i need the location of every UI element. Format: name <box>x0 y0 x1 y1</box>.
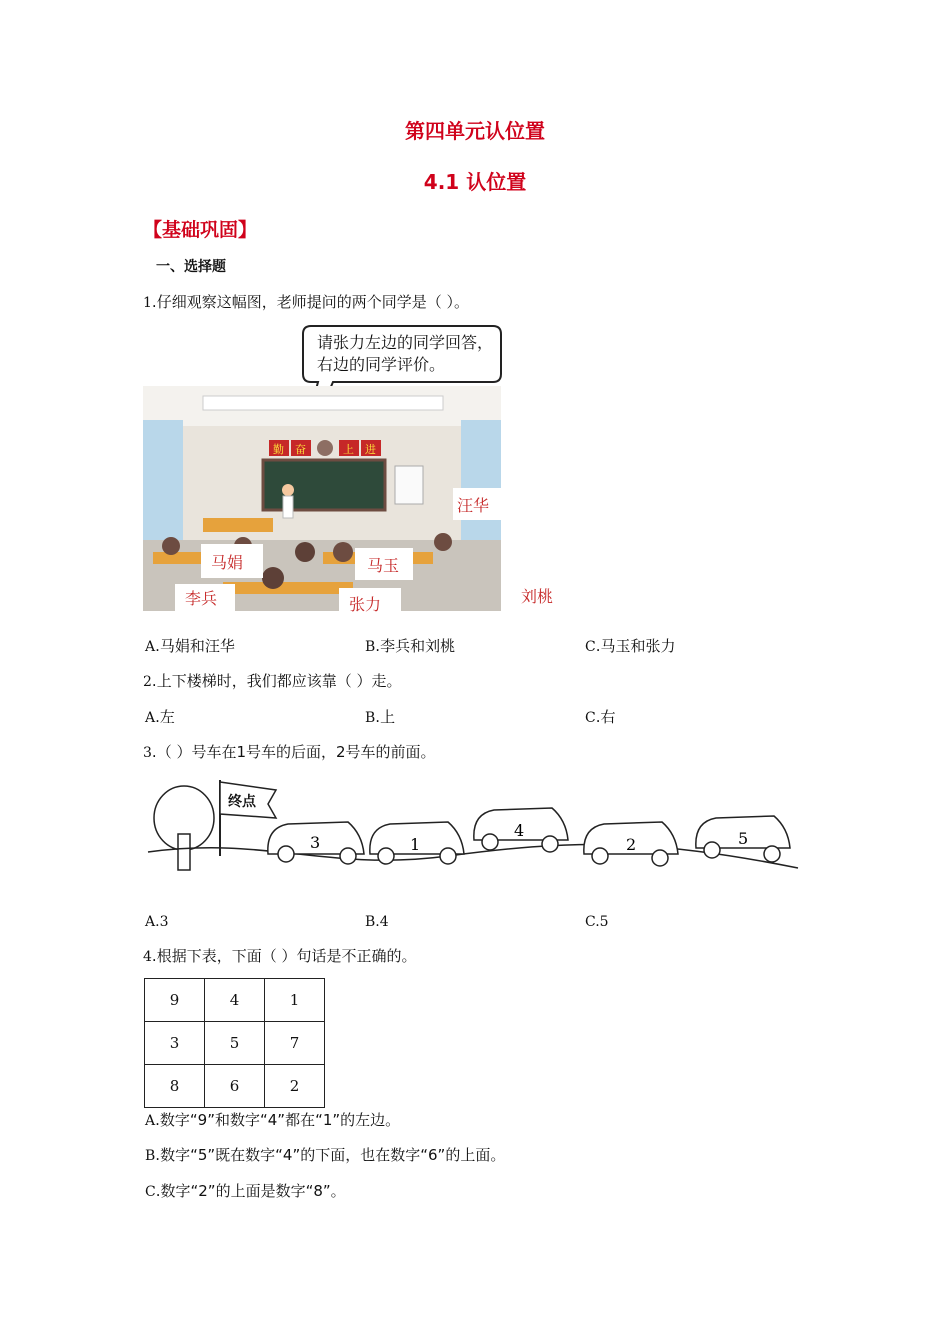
option-letter: A <box>145 914 156 930</box>
option-letter: A <box>145 710 156 726</box>
name-label: 马娟 <box>211 553 244 572</box>
option-c[interactable] <box>145 1180 346 1201</box>
speech-line-2: 右边的同学评价。 <box>317 355 446 374</box>
car <box>268 822 364 864</box>
option-a[interactable] <box>145 635 235 656</box>
classroom-illustration <box>143 320 563 615</box>
table-cell: 9 <box>145 979 205 1022</box>
question-text: .上下楼梯时，我们都应该靠（ ）走。 <box>151 672 402 690</box>
question-text: .仔细观察这幅图，老师提问的两个同学是（ ）。 <box>151 293 469 311</box>
option-text: .马娟和汪华 <box>155 637 235 655</box>
lesson-title: 4.1 认位置 <box>423 170 527 194</box>
table-cell: 5 <box>205 1022 265 1065</box>
option-a[interactable] <box>145 912 168 930</box>
option-text: .右 <box>595 708 616 726</box>
car <box>584 822 678 866</box>
option-letter: B <box>365 710 376 726</box>
name-label: 汪华 <box>457 496 490 515</box>
speech-line-1: 请张力左边的同学回答， <box>317 333 494 352</box>
car-number: 2 <box>626 835 637 854</box>
name-label: 马玉 <box>367 556 400 575</box>
option-b[interactable] <box>365 912 389 930</box>
car-number: 3 <box>310 833 321 852</box>
table-cell: 2 <box>265 1065 325 1108</box>
question-4 <box>143 945 416 966</box>
option-c[interactable] <box>585 706 616 727</box>
question-3 <box>143 741 436 762</box>
option-a[interactable] <box>145 1109 400 1130</box>
option-text: .3 <box>155 914 169 930</box>
table-row <box>145 1065 325 1108</box>
unit-title: 第四单元认位置 <box>405 119 545 143</box>
option-letter: C <box>585 639 596 655</box>
question-text: .（ ）号车在1号车的后面，2号车的前面。 <box>151 743 436 761</box>
option-text: .数字“2”的上面是数字“8”。 <box>155 1182 346 1200</box>
banner-char: 上 <box>343 443 354 456</box>
table-cell: 8 <box>145 1065 205 1108</box>
car <box>370 822 464 864</box>
question-2 <box>143 670 401 691</box>
option-letter: C <box>585 710 596 726</box>
option-text: .李兵和刘桃 <box>375 637 456 655</box>
option-letter: A <box>145 639 156 655</box>
option-text: .4 <box>375 914 389 930</box>
option-c[interactable] <box>585 635 676 656</box>
banner-char: 奋 <box>295 443 306 456</box>
option-b[interactable] <box>365 635 455 656</box>
table-cell: 1 <box>265 979 325 1022</box>
question-number: 4 <box>143 949 152 965</box>
car-number: 4 <box>514 821 525 840</box>
question-number: 2 <box>143 674 152 690</box>
option-letter: C <box>585 914 596 930</box>
question-1 <box>143 291 469 312</box>
name-label: 张力 <box>349 595 382 614</box>
section-subtitle: 一、选择题 <box>156 259 226 275</box>
option-text: .数字“9”和数字“4”都在“1”的左边。 <box>155 1111 401 1129</box>
option-letter: B <box>145 1148 156 1164</box>
car-number: 1 <box>410 835 421 854</box>
name-label: 刘桃 <box>521 587 554 606</box>
car-race-illustration <box>148 776 798 876</box>
option-text: .马玉和张力 <box>595 637 676 655</box>
option-b[interactable] <box>145 1144 505 1165</box>
table-cell: 7 <box>265 1022 325 1065</box>
finish-flag-text: 终点 <box>228 794 256 810</box>
question-number: 3 <box>143 745 152 761</box>
table-cell: 4 <box>205 979 265 1022</box>
option-letter: C <box>145 1184 156 1200</box>
section-title: 【基础巩固】 <box>143 219 258 241</box>
car <box>474 808 568 852</box>
question-text: .根据下表，下面（ ）句话是不正确的。 <box>151 947 417 965</box>
table-row <box>145 1022 325 1065</box>
option-text: .5 <box>595 914 609 930</box>
option-letter: B <box>365 914 376 930</box>
table-row <box>145 979 325 1022</box>
option-letter: B <box>365 639 376 655</box>
option-a[interactable] <box>145 706 175 727</box>
table-cell: 6 <box>205 1065 265 1108</box>
question-number: 1 <box>143 295 152 311</box>
banner-char: 进 <box>365 443 376 456</box>
name-label: 李兵 <box>185 589 218 608</box>
option-text: .数字“5”既在数字“4”的下面，也在数字“6”的上面。 <box>155 1146 506 1164</box>
banner-char: 勤 <box>273 443 284 456</box>
car <box>696 816 790 862</box>
car-number: 5 <box>738 829 749 848</box>
table-cell: 3 <box>145 1022 205 1065</box>
number-grid <box>144 978 325 1108</box>
option-text: .上 <box>375 708 396 726</box>
option-text: .左 <box>155 708 175 726</box>
option-c[interactable] <box>585 912 609 930</box>
option-b[interactable] <box>365 706 395 727</box>
option-letter: A <box>145 1113 156 1129</box>
